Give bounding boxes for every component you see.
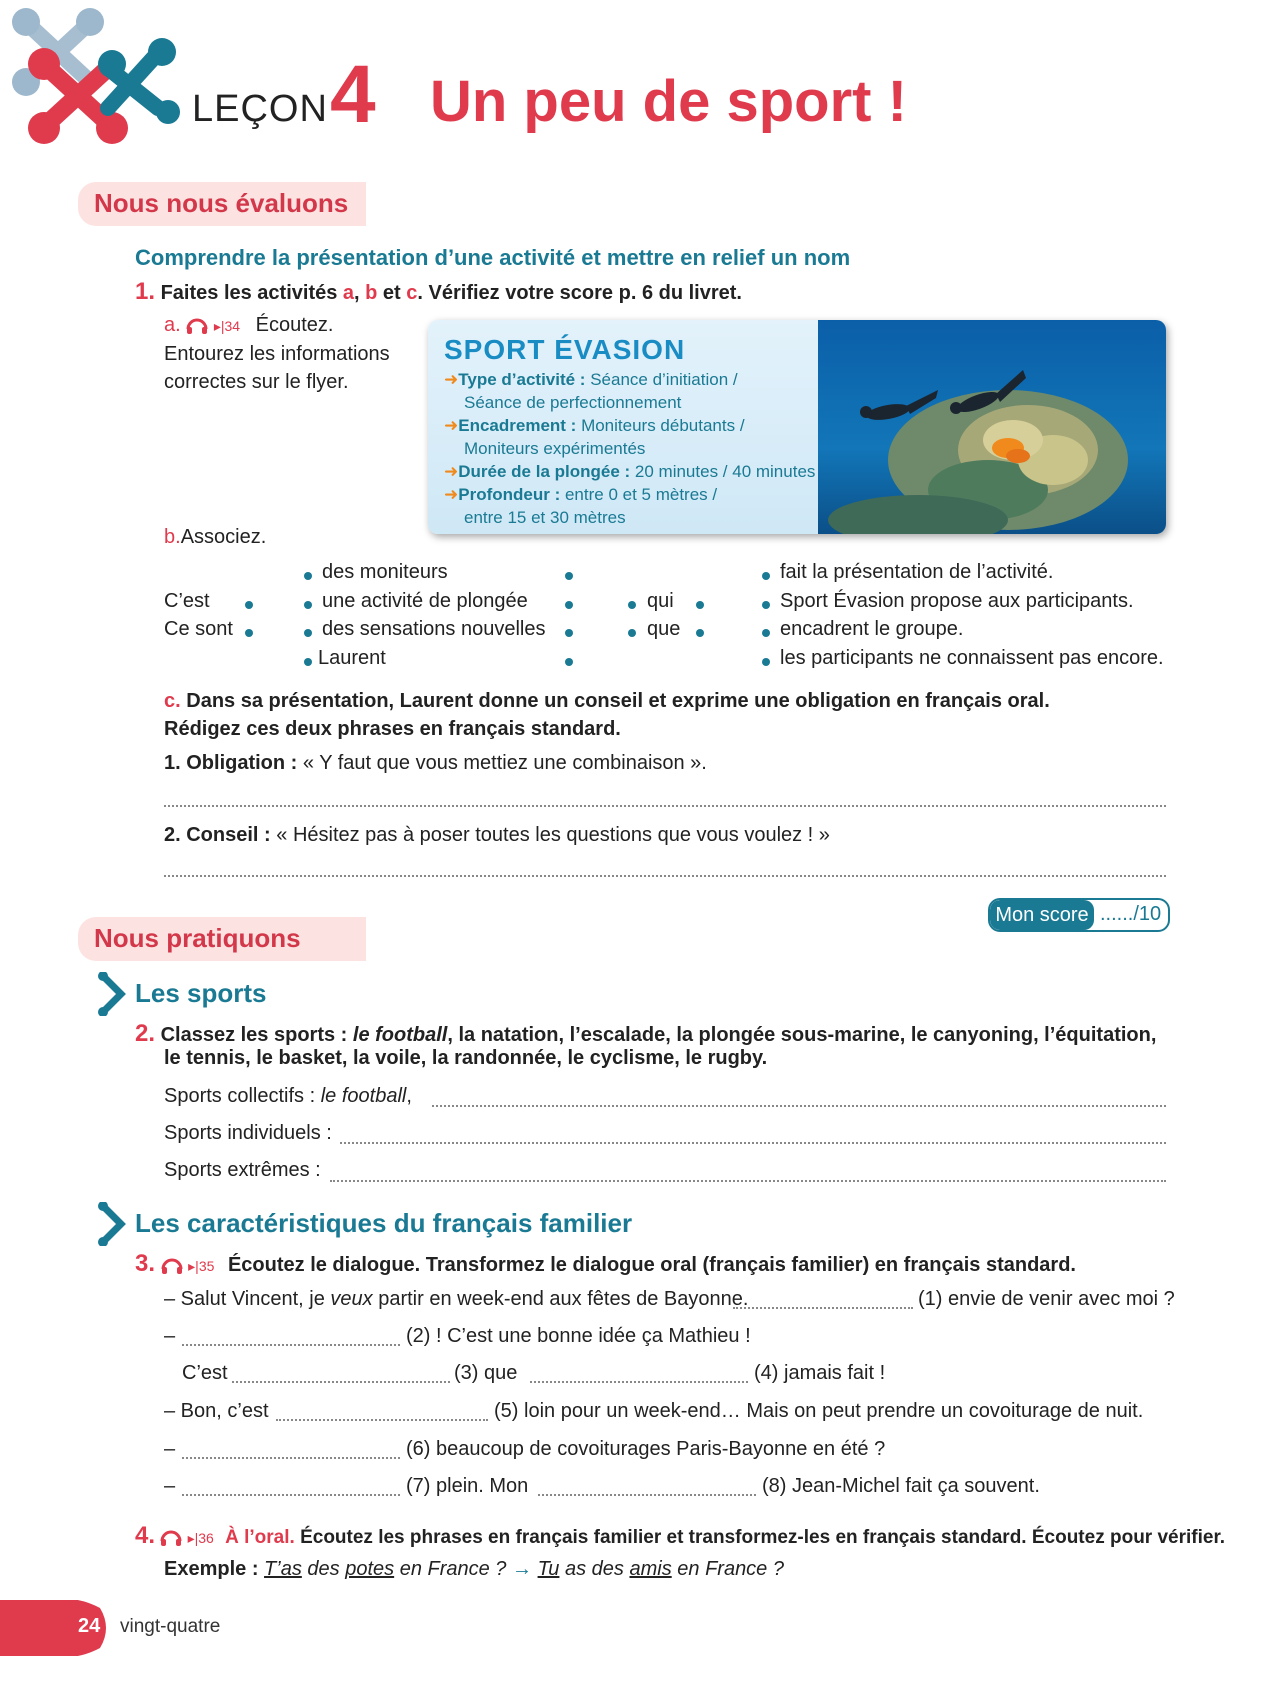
- match-dot[interactable]: [304, 629, 312, 637]
- flyer-item: ➜Durée de la plongée : 20 minutes / 40 minutes: [444, 462, 816, 481]
- match-dot[interactable]: [628, 601, 636, 609]
- match-dot[interactable]: [762, 572, 770, 580]
- exercise-1c-line1: c. Dans sa présentation, Laurent donne un conseil et exprime une obligation en français oral.: [164, 690, 1050, 712]
- col3-item: qui: [647, 590, 674, 612]
- heading-les-sports: Les sports: [135, 978, 267, 1008]
- exercise-1a-line1: Entourez les informations: [164, 343, 390, 365]
- headphone-icon: [186, 317, 208, 335]
- answer-blank[interactable]: [232, 1381, 450, 1383]
- match-dot[interactable]: [762, 629, 770, 637]
- chevron-bullet-icon: [97, 1202, 127, 1246]
- score-label: Mon score: [990, 900, 1094, 930]
- flyer-card: [428, 320, 1166, 534]
- answer-blank[interactable]: [182, 1457, 400, 1459]
- headphone-icon: [160, 1529, 182, 1547]
- dialogue-line-6-mid: (7) plein. Mon: [406, 1475, 529, 1497]
- col1-item: Ce sont: [164, 618, 233, 640]
- exercise-1-instruction: 1. Faites les activités a, b et c. Vérifiez votre score p. 6 du livret.: [135, 278, 742, 305]
- exercise-2-instruction: 2. Classez les sports : le football, la natation, l’escalade, la plongée sous-marine, le canyoning, l’équitation,: [135, 1020, 1157, 1047]
- flyer-item-cont: Séance de perfectionnement: [464, 393, 682, 412]
- dialogue-line-6-end: (8) Jean-Michel fait ça souvent.: [762, 1475, 1040, 1497]
- sports-collectifs-line: Sports collectifs : le football,: [164, 1085, 412, 1107]
- answer-blank[interactable]: [538, 1494, 756, 1496]
- match-dot[interactable]: [696, 629, 704, 637]
- flyer-title: SPORT ÉVASION: [444, 334, 686, 365]
- answer-line[interactable]: [340, 1142, 1166, 1144]
- col1-item: C’est: [164, 590, 210, 612]
- page-number-words: vingt-quatre: [120, 1616, 221, 1637]
- match-dot[interactable]: [304, 572, 312, 580]
- exercise-1c-line2: Rédigez ces deux phrases en français standard.: [164, 718, 621, 740]
- answer-blank[interactable]: [182, 1494, 400, 1496]
- chevron-bullet-icon: [97, 972, 127, 1016]
- match-dot[interactable]: [762, 601, 770, 609]
- audio-track-marker: ▸|: [187, 1530, 199, 1546]
- audio-track-marker: ▸|: [213, 318, 225, 334]
- page-title: Un peu de sport !: [430, 69, 907, 134]
- exercise-2-instruction-2: le tennis, le basket, la voile, la randonnée, le cyclisme, le rugby.: [164, 1047, 768, 1069]
- match-dot[interactable]: [565, 601, 573, 609]
- lesson-word: LEÇON: [192, 88, 328, 130]
- dialogue-line-3: C’est: [182, 1362, 228, 1384]
- flyer-item-cont: Moniteurs expérimentés: [464, 439, 646, 458]
- dialogue-line-5: –: [164, 1438, 176, 1460]
- diving-photo: [818, 320, 1166, 534]
- dialogue-line-2: –: [164, 1325, 176, 1347]
- col4-item: fait la présentation de l’activité.: [780, 561, 1054, 583]
- exercise-1c-q1: 1. Obligation : « Y faut que vous mettiez une combinaison ».: [164, 752, 707, 774]
- answer-line[interactable]: [432, 1105, 1166, 1107]
- arrow-icon: →: [512, 1558, 532, 1580]
- flyer-item: ➜Profondeur : entre 0 et 5 mètres /: [444, 485, 718, 504]
- match-dot[interactable]: [696, 601, 704, 609]
- exercise-1c-q2: 2. Conseil : « Hésitez pas à poser toutes les questions que vous voulez ! »: [164, 824, 830, 846]
- match-dot[interactable]: [628, 629, 636, 637]
- exercise-1a: a. ▸|34 Écoutez.: [164, 314, 334, 336]
- match-dot[interactable]: [304, 658, 312, 666]
- dialogue-line-5-end: (6) beaucoup de covoiturages Paris-Bayonne en été ?: [406, 1438, 886, 1460]
- answer-line[interactable]: [330, 1180, 1166, 1182]
- dialogue-line-2-end: (2) ! C’est une bonne idée ça Mathieu !: [406, 1325, 751, 1347]
- flyer-item: ➜Encadrement : Moniteurs débutants /: [444, 416, 745, 435]
- lesson-number: 4: [330, 49, 376, 140]
- dialogue-line-6: –: [164, 1475, 176, 1497]
- section-label: Nous nous évaluons: [94, 188, 349, 218]
- answer-blank[interactable]: [530, 1381, 748, 1383]
- section-pill-evaluons: [78, 182, 366, 226]
- answer-blank[interactable]: [733, 1307, 913, 1309]
- exercise-1a-line2: correctes sur le flyer.: [164, 371, 349, 393]
- audio-track-marker: ▸|: [188, 1258, 199, 1274]
- col4-item: encadrent le groupe.: [780, 618, 964, 640]
- flyer-item: ➜Type d’activité : Séance d’initiation /: [444, 370, 738, 389]
- match-dot[interactable]: [304, 601, 312, 609]
- dialogue-line-3-end: (4) jamais fait !: [754, 1362, 886, 1384]
- exercise-4-example: Exemple : T’as des potes en France ? → Tu as des amis en France ?: [164, 1558, 784, 1580]
- dialogue-line-1-end: (1) envie de venir avec moi ?: [918, 1288, 1175, 1310]
- sports-extremes-line: Sports extrêmes :: [164, 1159, 321, 1181]
- score-box: [988, 898, 1170, 932]
- dialogue-line-1: – Salut Vincent, je veux partir en week-end aux fêtes de Bayonne.: [164, 1288, 749, 1310]
- match-dot[interactable]: [565, 572, 573, 580]
- exercise-1b: b.Associez.: [164, 526, 267, 548]
- exercise-4-instruction: 4. ▸|36 À l’oral. Écoutez les phrases en français familier et transformez-les en français standard. Écoutez pour vérifier.: [135, 1522, 1226, 1549]
- match-dot[interactable]: [245, 629, 253, 637]
- answer-line[interactable]: [164, 875, 1166, 877]
- col4-item: Sport Évasion propose aux participants.: [780, 590, 1134, 612]
- headphone-icon: [161, 1257, 183, 1275]
- sports-individuels-line: Sports individuels :: [164, 1122, 332, 1144]
- lesson-logo-icon: [8, 8, 188, 153]
- col2-item: une activité de plongée: [322, 590, 528, 612]
- dialogue-line-3-mid: (3) que: [454, 1362, 518, 1384]
- page-number: 24: [78, 1615, 101, 1637]
- dialogue-line-4: – Bon, c’est: [164, 1400, 269, 1422]
- answer-blank[interactable]: [182, 1344, 400, 1346]
- subtitle-objective: Comprendre la présentation d’une activité et mettre en relief un nom: [135, 245, 851, 270]
- score-value[interactable]: ....../10: [1100, 903, 1162, 925]
- answer-line[interactable]: [164, 805, 1166, 807]
- section-pill-pratiquons: [78, 917, 366, 961]
- match-dot[interactable]: [565, 658, 573, 666]
- dialogue-line-4-end: (5) loin pour un week-end… Mais on peut prendre un covoiturage de nuit.: [494, 1400, 1144, 1422]
- answer-blank[interactable]: [276, 1419, 488, 1421]
- exercise-3-instruction: 3. ▸|35 Écoutez le dialogue. Transformez le dialogue oral (français familier) en français standard.: [135, 1250, 1076, 1277]
- heading-francais-familier: Les caractéristiques du français familier: [135, 1208, 633, 1238]
- col3-item: que: [647, 618, 681, 640]
- col2-item: Laurent: [318, 647, 386, 669]
- match-dot[interactable]: [762, 658, 770, 666]
- col2-item: des sensations nouvelles: [322, 618, 546, 640]
- match-dot[interactable]: [245, 601, 253, 609]
- col2-item: des moniteurs: [322, 561, 448, 583]
- flyer-item-cont: entre 15 et 30 mètres: [464, 508, 626, 527]
- match-dot[interactable]: [565, 629, 573, 637]
- section-label: Nous pratiquons: [94, 923, 301, 953]
- col4-item: les participants ne connaissent pas encore.: [780, 647, 1164, 669]
- flyer-list: [444, 368, 815, 529]
